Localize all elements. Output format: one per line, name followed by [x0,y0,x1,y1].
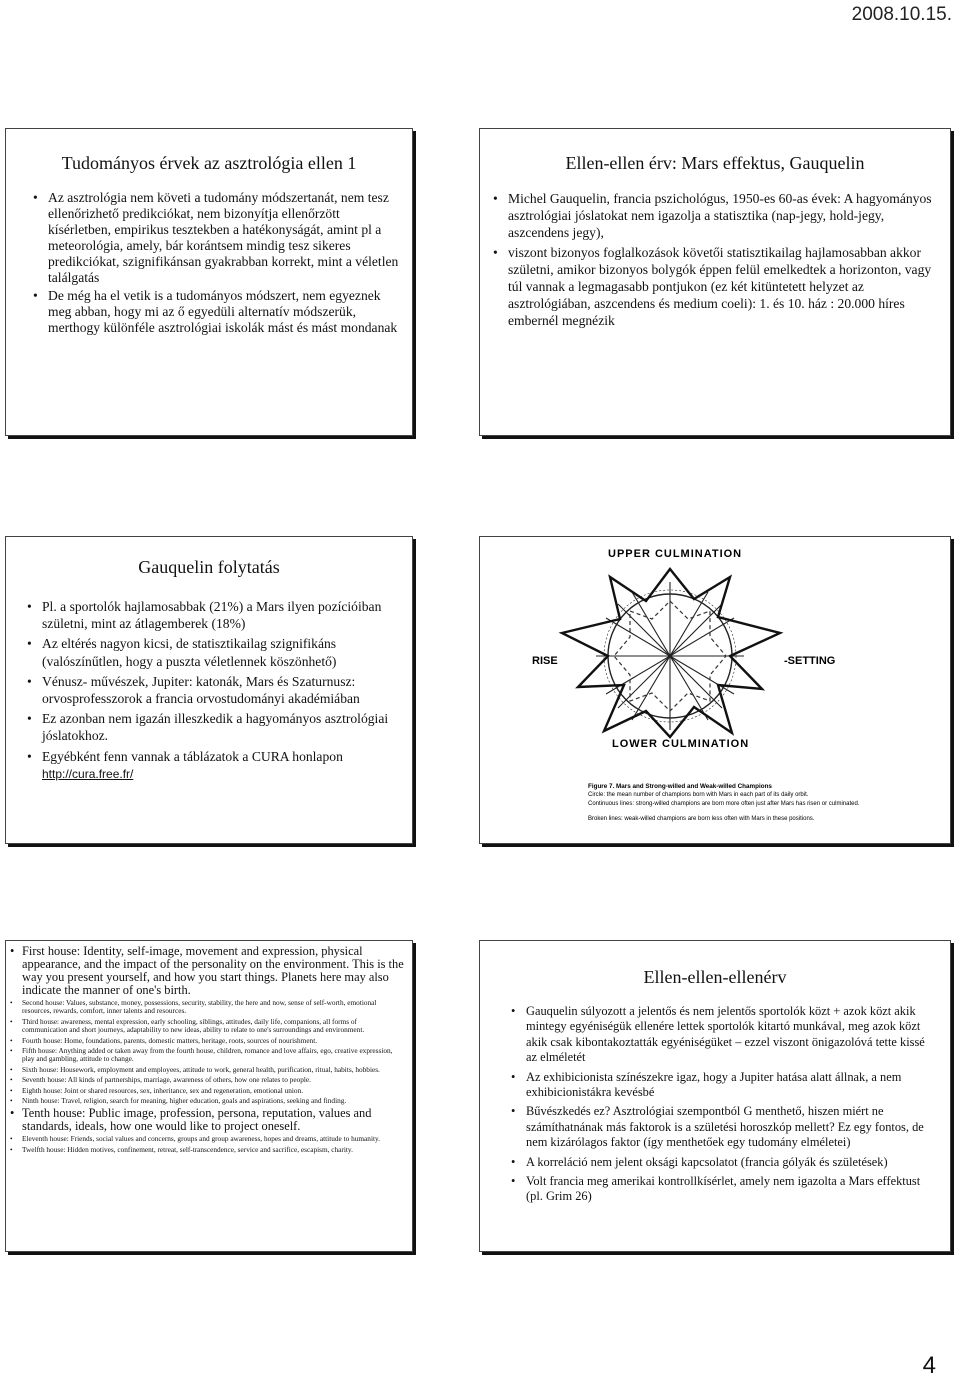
slide-2-bullets [492,190,936,330]
cura-link[interactable]: http://cura.free.fr/ [42,766,134,781]
slide-5 [5,940,413,1252]
houses-list [10,945,404,1154]
house-item: • Third house: awareness, mental expression, early schooling, siblings, attitudes, daily life, companions, all forms of communication and short journeys, adaptability to new ideas, ability to relate to one's surroundings and environment. [10,1018,404,1035]
culmination-figure [480,537,950,843]
slide-6-title: Ellen-ellen-ellenérv [643,967,787,987]
slide-4 [479,536,951,844]
upper-culmination-label: UPPER CULMINATION [608,548,743,560]
figure-caption-broken: Broken lines: weak-willed champions are born less often with Mars in these positions. [588,816,815,822]
house-item: • Second house: Values, substance, money, possessions, security, stability, the here and now, sense of self-worth, emotional resources, rewards, comfort, inner talents and resources. [10,999,404,1016]
list-item: • Ez azonban nem igazán illeszkedik a hagyományos asztrológiai jóslatokhoz. [26,710,402,744]
list-item: • Az asztrológia nem követi a tudomány módszertanát, nem tesz ellenőrizhető predikciókat, nem bizonyítja ellenőrzött kísérletben, empirikus tesztekben a hatékonyságát, amint pl a meteorológia, amely, bár korántsem mindig tesz sikeres predikciókat, szignifikánsan gyakrabban korrekt, mint a véletlen találgatás [32,190,400,286]
list-item: • Az exhibicionista színészekre igaz, hogy a Jupiter hatása alatt állnak, a nem exhibicionistákra kevésbé [510,1070,936,1101]
house-item: • Fifth house: Anything added or taken away from the fourth house, children, romance and love affairs, ego, creative expression, play and gambling, attitude to change. [10,1047,404,1064]
house-item: • Eleventh house: Friends, social values and concerns, groups and group awareness, hopes and dreams, attitude to humanity. [10,1135,404,1143]
page-date: 2008.10.15. [851,4,952,25]
figure-caption-circle: Circle: the mean number of champions born with Mars in each part of its daily orbit. [588,792,809,798]
figure-caption-continuous: Continuous lines: strong-willed champions are born more often just after Mars has risen or culminated. [588,801,860,807]
list-item: • Az eltérés nagyon kicsi, de statisztikailag szignifikáns (valószínűtlen, hogy a puszta véletlennek köszönhető) [26,635,402,669]
house-item: • Sixth house: Housework, employment and employees, attitude to work, general health, purification, ritual, habits, hobbies. [10,1066,404,1074]
house-item: • Eighth house: Joint or shared resources, sex, inheritance, sex and regeneration, emotional union. [10,1087,404,1095]
list-item: • De még ha el vetik is a tudományos módszert, nem egyeznek meg abban, hogy mi az ő egyedüli alternatív módszerük, merthogy különféle asztrológiai iskolák mást és mást mondanak [32,288,400,336]
figure-caption-title: Figure 7. Mars and Strong-willed and Weak-willed Champions [588,783,772,790]
list-item [26,748,402,783]
house-item: • Fourth house: Home, foundations, parents, domestic matters, heritage, roots, sources of nourishment. [10,1037,404,1045]
slide-2-title: Ellen-ellen érv: Mars effektus, Gauquelin [565,153,865,173]
slide-3-title: Gauquelin folytatás [138,557,280,577]
slide-2 [479,128,951,436]
list-item: • Bűvészkedés ez? Asztrológiai szempontból G menthető, hiszen miért ne számíthatnának más faktorok is a születési horoszkóp mellett? Ez egy fontos, de nem kizárólagos faktor (így menthetőek egy tudomány elméletei) [510,1104,936,1150]
list-item-text: Egyébként fenn vannak a táblázatok a CURA honlapon [42,748,343,764]
slide-6-bullets [510,1004,936,1205]
house-item: • Seventh house: All kinds of partnerships, marriage, awareness of others, how one relates to people. [10,1076,404,1084]
list-item: • Vénusz- művészek, Jupiter: katonák, Mars és Szaturnusz: orvosprofesszorok a francia orvostudományi akadémiában [26,673,402,707]
slide-1-title: Tudományos érvek az asztrológia ellen 1 [61,153,357,173]
rise-label: RISE [532,655,558,667]
list-item: • Volt francia meg amerikai kontrollkísérlet, amely nem igazolta a Mars effektust (pl. Grim 26) [510,1174,936,1205]
list-item: • Gauquelin súlyozott a jelentős és nem jelentős sportolók közt + azok közt akik mintegy egyéniségük ellenére lettek sportolók kitartó munkával, meg azok közt akik csak kibontakoztatták egyéniségüket – ezzel viszont önigazolóvá tette kissé az elméletét [510,1004,936,1066]
list-item: • Pl. a sportolók hajlamosabbak (21%) a Mars ilyen pozícióiban születni, mint az átlagemberek (18%) [26,598,402,632]
house-item: • First house: Identity, self-image, movement and expression, physical appearance, and the impact of the personality on the environment. This is the way you present yourself, and how you start things. Planets here may also indicate the manner of one's birth. [10,945,404,997]
slide-6 [479,940,951,1252]
slide-3-bullets [26,598,402,783]
list-item: • A korreláció nem jelent oksági kapcsolatot (francia gólyák és születések) [510,1155,936,1170]
setting-label: -SETTING [784,655,836,667]
house-item: • Twelfth house: Hidden motives, confinement, retreat, self-transcendence, service and sacrifice, escapism, charity. [10,1146,404,1154]
page-number: 4 [922,1352,936,1379]
house-item: • Tenth house: Public image, profession, persona, reputation, values and standards, ideals, how one would like to project oneself. [10,1107,404,1133]
list-item: • viszont bizonyos foglalkozások követői statisztikailag hajlamosabban akkor születni, amikor bizonyos bolygók éppen felül emelkedtek a horizonton, vagy túl vannak a legmagasabb pontjukon (ez két kitüntetett helyzet az asztrológiában, aszcendens és medium coeli): 1. és 10. ház : 20.000 híres embernél megnézik [492,244,936,330]
slide-3 [5,536,413,844]
slide-1-bullets [32,190,400,336]
lower-culmination-label: LOWER CULMINATION [612,738,750,750]
slide-1 [5,128,413,436]
list-item: • Michel Gauquelin, francia pszichológus, 1950-es 60-as évek: A hagyományos asztrológiai jóslatokat nem igazolja a statisztika (nap-jegy, hold-jegy, aszcendens jegy), [492,190,936,242]
house-item: • Ninth house: Travel, religion, search for meaning, higher education, goals and aspirations, seeking and finding. [10,1097,404,1105]
